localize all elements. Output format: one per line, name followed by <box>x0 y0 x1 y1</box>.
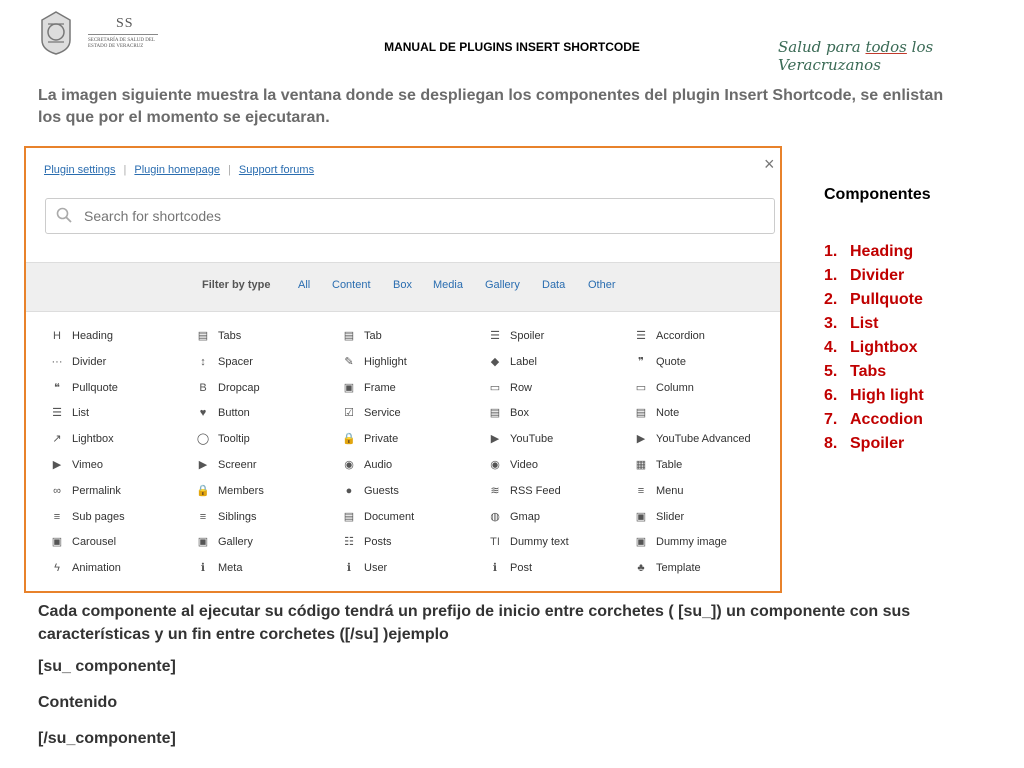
shortcode-item-label: Menu <box>656 484 684 497</box>
shortcode-item-label: Accordion <box>656 330 705 342</box>
shortcode-item-label: Meta <box>218 562 243 575</box>
components-list <box>824 240 924 456</box>
shortcode-item-label: Highlight <box>364 355 407 368</box>
component-number: 5. <box>824 363 838 380</box>
document-title: MANUAL DE PLUGINS INSERT SHORTCODE <box>384 40 640 54</box>
shortcode-item-icon: ≡ <box>199 510 207 523</box>
example-close-tag: [/su_componente] <box>38 730 176 747</box>
shortcode-dialog-screenshot <box>24 146 782 593</box>
shortcode-item-label: Slider <box>656 510 685 523</box>
intro-paragraph: La imagen siguiente muestra la ventana donde se despliegan los componentes del plugin Insert Shortcode, se enlistan los que por el momento se ejecutaran. <box>38 87 944 126</box>
component-list-item <box>824 384 924 408</box>
component-label: Accodion <box>850 411 923 428</box>
shortcode-item-icon: ▤ <box>343 510 355 523</box>
shortcode-item-label: Spacer <box>218 355 253 368</box>
shortcode-item[interactable] <box>488 534 569 550</box>
shortcode-item[interactable] <box>634 380 694 396</box>
component-label: List <box>850 315 879 332</box>
shortcode-item-icon: ≋ <box>490 484 500 497</box>
shortcode-item-icon: ☰ <box>52 407 62 420</box>
filter-content[interactable]: Content <box>332 279 371 291</box>
component-label: High light <box>850 387 924 404</box>
search-input[interactable] <box>82 205 766 227</box>
shortcode-item-label: Tab <box>364 330 382 342</box>
shortcode-item-label: Carousel <box>72 536 117 549</box>
shortcode-item-icon: ▦ <box>635 459 647 471</box>
shortcode-item-icon: ♣ <box>637 562 645 575</box>
components-title: Componentes <box>824 186 931 203</box>
slogan-part-3: los Veracruzanos <box>778 38 934 74</box>
shortcode-item[interactable] <box>634 483 684 499</box>
shortcode-item-label: Posts <box>364 536 392 549</box>
shortcode-item-icon: ☑ <box>344 407 354 420</box>
plugin-homepage-link[interactable]: Plugin homepage <box>134 164 221 176</box>
explanation-paragraph: Cada componente al ejecutar su código tendrá un prefijo de inicio entre corchetes ( [su_]) un componente con sus características y un fin entre corchetes ([/su] )ejemplo <box>38 603 911 643</box>
shortcode-item[interactable] <box>488 380 532 396</box>
shortcode-item-icon: ▭ <box>489 381 501 394</box>
shortcode-item-icon: ▣ <box>197 536 209 549</box>
shortcode-item-label: Button <box>218 407 250 420</box>
shortcode-item-icon: ▣ <box>51 536 63 549</box>
shortcode-item[interactable] <box>342 457 392 473</box>
component-list-item <box>824 432 924 456</box>
shortcode-item-icon: ▶ <box>198 459 208 471</box>
link-separator: | <box>123 164 127 176</box>
shortcode-item[interactable] <box>634 328 705 344</box>
shortcode-item[interactable] <box>342 560 387 576</box>
shortcode-item-label: Video <box>510 459 538 471</box>
shortcode-item-icon: ▭ <box>635 381 647 394</box>
shortcode-item[interactable] <box>634 560 701 576</box>
shortcode-item-icon: ▶ <box>636 433 646 446</box>
link-separator: | <box>228 164 231 176</box>
shortcode-item-icon: ▤ <box>197 330 209 342</box>
slogan <box>778 38 1024 74</box>
shortcode-item-label: Box <box>510 407 529 420</box>
shortcode-item-icon: ◆ <box>490 355 500 368</box>
shortcode-item-label: Permalink <box>72 484 121 497</box>
component-list-item <box>824 336 924 360</box>
filter-data[interactable]: Data <box>542 279 566 291</box>
shortcode-item[interactable] <box>196 509 257 525</box>
shortcode-item[interactable] <box>196 328 241 344</box>
shortcode-item-label: RSS Feed <box>510 484 561 497</box>
dialog-links <box>44 164 314 176</box>
shortcode-item-icon: ☷ <box>344 536 354 549</box>
shortcode-item-icon: ℹ <box>200 562 206 575</box>
shortcode-item-label: Tooltip <box>218 433 250 446</box>
shortcode-item-icon: ≡ <box>53 510 61 523</box>
shortcode-item-label: Tabs <box>218 330 242 342</box>
shortcode-item[interactable] <box>50 328 113 344</box>
component-list-item <box>824 240 924 264</box>
search-box <box>45 198 775 234</box>
filter-media[interactable]: Media <box>433 279 463 291</box>
shortcode-item-label: Note <box>656 407 680 420</box>
shortcode-item[interactable] <box>342 534 392 550</box>
shortcode-item[interactable] <box>196 560 242 576</box>
shortcode-item[interactable] <box>196 431 250 447</box>
shortcode-item[interactable] <box>634 534 727 550</box>
filter-bar <box>26 262 780 312</box>
shortcode-item[interactable] <box>634 405 679 421</box>
component-number: 7. <box>824 411 838 428</box>
component-list-item <box>824 408 924 432</box>
component-number: 6. <box>824 387 838 404</box>
shortcode-item-icon: ℹ <box>346 562 352 575</box>
shortcode-item-icon: ☰ <box>490 330 500 342</box>
shortcode-item-label: Heading <box>72 330 113 342</box>
shortcode-item-icon: TI <box>490 536 500 549</box>
shortcode-item-label: Document <box>364 510 415 523</box>
shortcode-item-label: Pullquote <box>72 381 118 394</box>
component-number: 1. <box>824 243 838 260</box>
close-icon[interactable]: × <box>764 154 775 174</box>
shortcode-item-label: Members <box>218 484 264 497</box>
shortcode-item-label: Dropcap <box>218 381 260 394</box>
shortcode-item[interactable] <box>50 405 89 421</box>
shortcode-item-icon: ϟ <box>54 562 60 575</box>
shortcode-item-icon: ▣ <box>635 536 647 549</box>
shortcode-item-label: YouTube <box>510 433 554 446</box>
shortcode-item-label: Screenr <box>218 459 257 471</box>
shortcode-item-icon: ··· <box>51 355 63 368</box>
shortcode-item[interactable] <box>196 380 260 396</box>
component-label: Tabs <box>850 363 887 380</box>
shortcode-item[interactable] <box>50 483 121 499</box>
shortcode-item-icon: ≡ <box>637 484 645 497</box>
component-list-item <box>824 312 924 336</box>
shortcode-item-label: Gallery <box>218 536 253 549</box>
shortcode-item-label: Guests <box>364 484 399 497</box>
shortcode-item-icon: ▤ <box>343 330 355 342</box>
shortcode-item[interactable] <box>488 457 538 473</box>
shortcode-item-label: Service <box>364 407 401 420</box>
shortcode-item-label: Gmap <box>510 510 540 523</box>
component-label: Heading <box>850 243 914 260</box>
shortcode-item-label: Lightbox <box>72 433 114 446</box>
filter-gallery[interactable]: Gallery <box>485 279 520 291</box>
shortcode-item-label: Frame <box>364 381 396 394</box>
shortcode-item[interactable] <box>50 380 118 396</box>
shortcode-item-icon: ❝ <box>54 381 60 394</box>
shortcode-item-icon: ↗ <box>52 433 62 446</box>
shortcode-item-icon: ❞ <box>638 355 644 368</box>
logo-divider <box>88 34 158 35</box>
component-number: 3. <box>824 315 838 332</box>
logo-org-text: SECRETARÍA DE SALUD DEL ESTADO DE VERACRUZ <box>88 38 155 49</box>
component-list-item <box>824 288 924 312</box>
shortcode-item-label: Quote <box>656 355 686 368</box>
shortcode-item[interactable] <box>342 354 407 370</box>
component-label: Lightbox <box>850 339 918 356</box>
slogan-part-2: todos <box>865 38 907 56</box>
shortcode-item-icon: B <box>199 381 207 394</box>
logo-ss: SS <box>116 16 134 31</box>
shortcode-item-icon: ▤ <box>635 407 647 420</box>
shortcode-item[interactable] <box>50 534 116 550</box>
shortcode-item[interactable] <box>196 483 264 499</box>
shortcode-item-label: Siblings <box>218 510 257 523</box>
shortcode-item[interactable] <box>634 431 751 447</box>
filter-box[interactable]: Box <box>393 279 412 291</box>
shortcode-item[interactable] <box>634 509 684 525</box>
shortcode-item-icon: ◉ <box>344 459 354 471</box>
example-content: Contenido <box>38 694 118 711</box>
shortcode-item[interactable] <box>50 431 114 447</box>
support-forums-link[interactable]: Support forums <box>238 164 315 176</box>
slogan-part-1: Salud para <box>778 38 866 56</box>
shortcode-item[interactable] <box>634 354 686 370</box>
shortcode-item-icon: ▤ <box>489 407 501 420</box>
shortcode-item[interactable] <box>196 405 250 421</box>
shortcode-item-label: Template <box>656 562 701 575</box>
shortcode-item-label: Private <box>364 433 399 446</box>
shortcode-item-label: Audio <box>364 459 393 471</box>
shortcode-item-icon: ∞ <box>53 484 61 497</box>
shortcode-item[interactable] <box>488 509 540 525</box>
shortcode-item[interactable] <box>342 483 399 499</box>
component-number: 2. <box>824 291 838 308</box>
shortcode-item-icon: ● <box>345 484 353 497</box>
shortcode-item-icon: ☰ <box>636 330 646 342</box>
shortcode-item-label: Animation <box>72 562 121 575</box>
shortcode-item-icon: ◯ <box>196 433 210 446</box>
component-number: 4. <box>824 339 838 356</box>
shortcode-item-icon: ▶ <box>490 433 500 446</box>
shortcode-item[interactable] <box>634 457 682 473</box>
filter-label: Filter by type <box>202 279 271 291</box>
shortcode-item[interactable] <box>342 380 396 396</box>
filter-all[interactable]: All <box>298 279 311 291</box>
shortcode-item[interactable] <box>196 457 257 473</box>
shortcode-item-label: Spoiler <box>510 330 545 342</box>
component-list-item <box>824 264 924 288</box>
shortcode-item-label: Vimeo <box>72 459 103 471</box>
shortcode-item-label: YouTube Advanced <box>656 433 751 446</box>
component-label: Spoiler <box>850 435 905 452</box>
shortcode-item-icon: ▶ <box>52 459 62 471</box>
shortcode-item-label: Divider <box>72 355 107 368</box>
plugin-settings-link[interactable]: Plugin settings <box>44 164 116 176</box>
shortcode-item-label: Dummy image <box>656 536 727 549</box>
shortcode-item[interactable] <box>196 534 253 550</box>
component-number: 8. <box>824 435 838 452</box>
shortcode-item-icon: 🔒 <box>196 484 210 497</box>
shortcode-item-label: Table <box>656 459 683 471</box>
shortcode-item[interactable] <box>488 328 544 344</box>
shortcode-item-label: Dummy text <box>510 536 569 549</box>
shortcode-item-icon: 🔒 <box>342 433 356 446</box>
shortcode-item-icon: H <box>53 330 61 342</box>
component-label: Pullquote <box>850 291 923 308</box>
shortcode-item[interactable] <box>196 354 253 370</box>
shortcode-item[interactable] <box>342 431 398 447</box>
shortcode-item[interactable] <box>50 560 121 576</box>
shortcode-item[interactable] <box>342 405 401 421</box>
component-list-item <box>824 360 924 384</box>
shortcode-item[interactable] <box>50 457 103 473</box>
shortcode-item-label: List <box>72 407 90 420</box>
shortcode-item[interactable] <box>50 354 106 370</box>
shortcode-item[interactable] <box>488 560 532 576</box>
search-icon <box>56 207 72 223</box>
shortcode-item-icon: ♥ <box>199 407 207 420</box>
shortcode-item-icon: ↕ <box>200 355 206 368</box>
shortcode-item-icon: ✎ <box>344 355 354 368</box>
shortcode-item-label: Post <box>510 562 533 575</box>
example-open-tag: [su_ componente] <box>38 658 176 675</box>
shortcode-item[interactable] <box>488 354 537 370</box>
shortcode-item[interactable] <box>488 483 561 499</box>
shortcode-item-icon: ◉ <box>490 459 500 471</box>
shortcode-item-label: Sub pages <box>72 510 125 523</box>
shortcode-item-label: Row <box>510 381 533 394</box>
shortcode-item-icon: ▣ <box>635 510 647 523</box>
shortcode-item-label: Label <box>510 355 537 368</box>
shortcode-item-label: User <box>364 562 388 575</box>
shortcode-item-icon: ℹ <box>492 562 498 575</box>
shortcode-item-icon: ▣ <box>343 381 355 394</box>
shortcode-item[interactable] <box>488 431 553 447</box>
component-label: Divider <box>850 267 905 284</box>
shortcode-item[interactable] <box>488 405 529 421</box>
component-number: 1. <box>824 267 838 284</box>
shortcode-item[interactable] <box>50 509 125 525</box>
filter-other[interactable]: Other <box>588 279 616 291</box>
shortcode-item-label: Column <box>656 381 694 394</box>
shortcode-item[interactable] <box>342 509 414 525</box>
shortcode-item-icon: ◍ <box>490 510 500 523</box>
shortcode-item[interactable] <box>342 328 382 344</box>
